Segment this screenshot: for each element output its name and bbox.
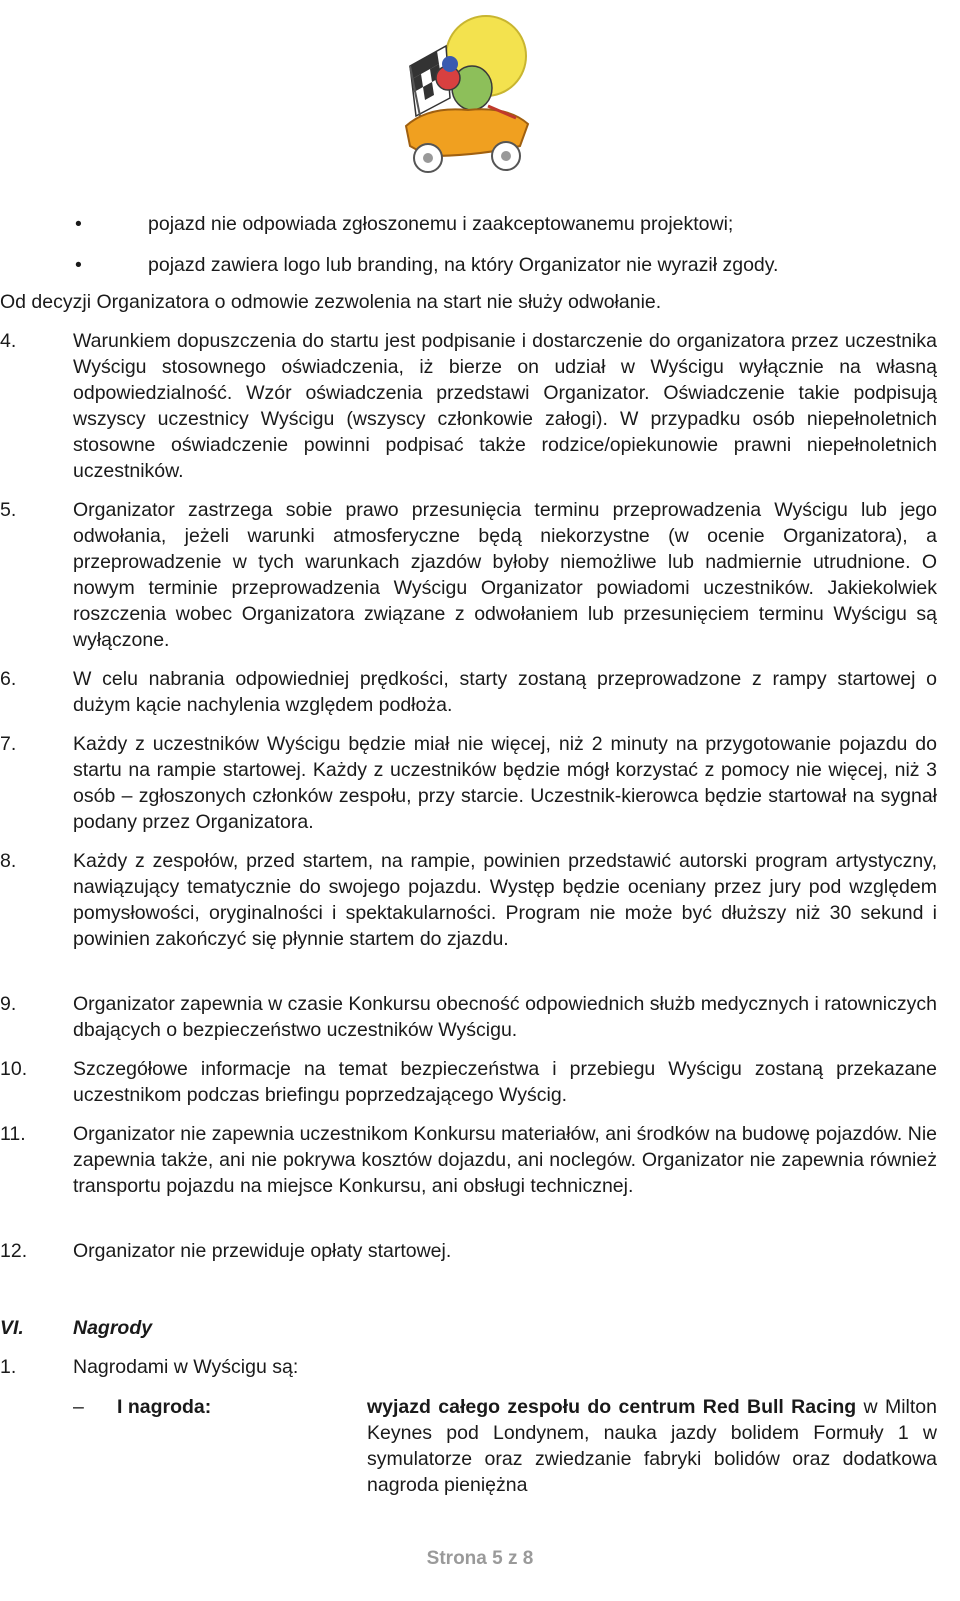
item-number: 7. bbox=[0, 733, 17, 755]
item-text: Organizator nie zapewnia uczestnikom Konkursu materiałów, ani środków na budowę pojazdów. Nie zapewnia także, ani nie pokrywa kosztów dojazdu, ani noclegów. Organizator nie zapewnia również transportu pojazdu na miejsce Konkursu, ani obsługi technicznej. bbox=[73, 1123, 937, 1197]
appeal-statement: Od decyzji Organizatora o odmowie zezwolenia na start nie służy odwołanie. bbox=[0, 291, 662, 313]
item-number: 8. bbox=[0, 850, 17, 872]
section-number: VI. bbox=[0, 1317, 24, 1339]
item-number: 11. bbox=[0, 1123, 26, 1145]
prize-description-bold: wyjazd całego zespołu do centrum Red Bull Racing bbox=[367, 1396, 857, 1418]
item-number: 10. bbox=[0, 1058, 28, 1080]
page-footer: Strona 5 z 8 bbox=[426, 1548, 534, 1569]
race-logo-image bbox=[388, 6, 538, 184]
bullet-item: pojazd nie odpowiada zgłoszonemu i zaakceptowanemu projektowi; bbox=[148, 213, 734, 235]
item-text: Organizator zastrzega sobie prawo przesunięcia terminu przeprowadzenia Wyścigu lub jego odwołania, jeżeli warunki atmosferyczne będą niekorzystne (w ocenie Organizatora), a przeprowadzenie w tych warunkach zjazdów byłoby niemożliwe lub nadmiernie utrudnione. O nowym terminie przeprowadzenia Wyścigu Organizator powiadomi uczestników. Jakiekolwiek roszczenia wobec Organizatora związane z odwołaniem lub przesunięciem terminu Wyścigu są wyłączone. bbox=[73, 499, 937, 651]
item-text: Organizator zapewnia w czasie Konkursu obecność odpowiednich służb medycznych i ratowniczych dbających o bezpieczeństwo uczestników Wyścigu. bbox=[73, 993, 937, 1041]
item-number: 9. bbox=[0, 993, 17, 1015]
item-number: 1. bbox=[0, 1356, 17, 1378]
prize-description-rest: w Milton Keynes pod Londynem, nauka jazdy bolidem Formuły 1 w symulatorze oraz zwiedzanie fabryki bolidów oraz dodatkowa nagroda pieniężna bbox=[367, 1396, 938, 1496]
item-number: 12. bbox=[0, 1240, 28, 1262]
bullet-icon: • bbox=[75, 213, 82, 235]
item-text: Każdy z zespołów, przed startem, na rampie, powinien przedstawić autorski program artystyczny, nawiązujący tematycznie do swojego pojazdu. Występ będzie oceniany przez jury pod względem pomysłowości, oryginalności i spektakularności. Program nie może być dłuższy niż 30 sekund i powinien zakończyć się płynnie startem do zjazdu. bbox=[73, 850, 937, 950]
item-text: Warunkiem dopuszczenia do startu jest podpisanie i dostarczenie do organizatora przez uczestnika Wyścigu stosownego oświadczenia, iż bierze on udział w Wyścigu wyłącznie na własną odpowiedzialność. Wzór oświadczenia przedstawi Organizator. Oświadczenie takie podpisują wszyscy uczestnicy Wyścigu (wszyscy członkowie załogi). W przypadku osób niepełnoletnich stosowne oświadczenie powinni podpisać także rodzice/opiekunowie prawni niepełnoletnich uczestników. bbox=[73, 330, 937, 482]
prize-description bbox=[367, 1394, 937, 1498]
item-text: W celu nabrania odpowiedniej prędkości, starty zostaną przeprowadzone z rampy startowej o dużym kącie nachylenia względem podłoża. bbox=[73, 668, 937, 716]
prizes-intro: Nagrodami w Wyścigu są: bbox=[73, 1356, 299, 1378]
dash-icon: – bbox=[73, 1396, 84, 1418]
item-text: Organizator nie przewiduje opłaty startowej. bbox=[73, 1240, 452, 1262]
bullet-item: pojazd zawiera logo lub branding, na który Organizator nie wyraził zgody. bbox=[148, 254, 779, 276]
item-text: Każdy z uczestników Wyścigu będzie miał nie więcej, niż 2 minuty na przygotowanie pojazdu do startu na rampie startowej. Każdy z uczestników będzie mógł korzystać z pomocy nie więcej, niż 3 osób – zgłoszonych członków zespołu, przy starcie. Uczestnik-kierowca będzie startował na sygnał podany przez Organizatora. bbox=[73, 733, 937, 833]
section-title: Nagrody bbox=[73, 1317, 153, 1339]
item-number: 4. bbox=[0, 330, 17, 352]
bullet-icon: • bbox=[75, 254, 82, 276]
prize-label: I nagroda: bbox=[117, 1396, 212, 1418]
item-number: 5. bbox=[0, 499, 17, 521]
item-number: 6. bbox=[0, 668, 17, 690]
item-text: Szczegółowe informacje na temat bezpieczeństwa i przebiegu Wyścigu zostaną przekazane uczestnikom podczas briefingu poprzedzającego Wyścig. bbox=[73, 1058, 937, 1106]
